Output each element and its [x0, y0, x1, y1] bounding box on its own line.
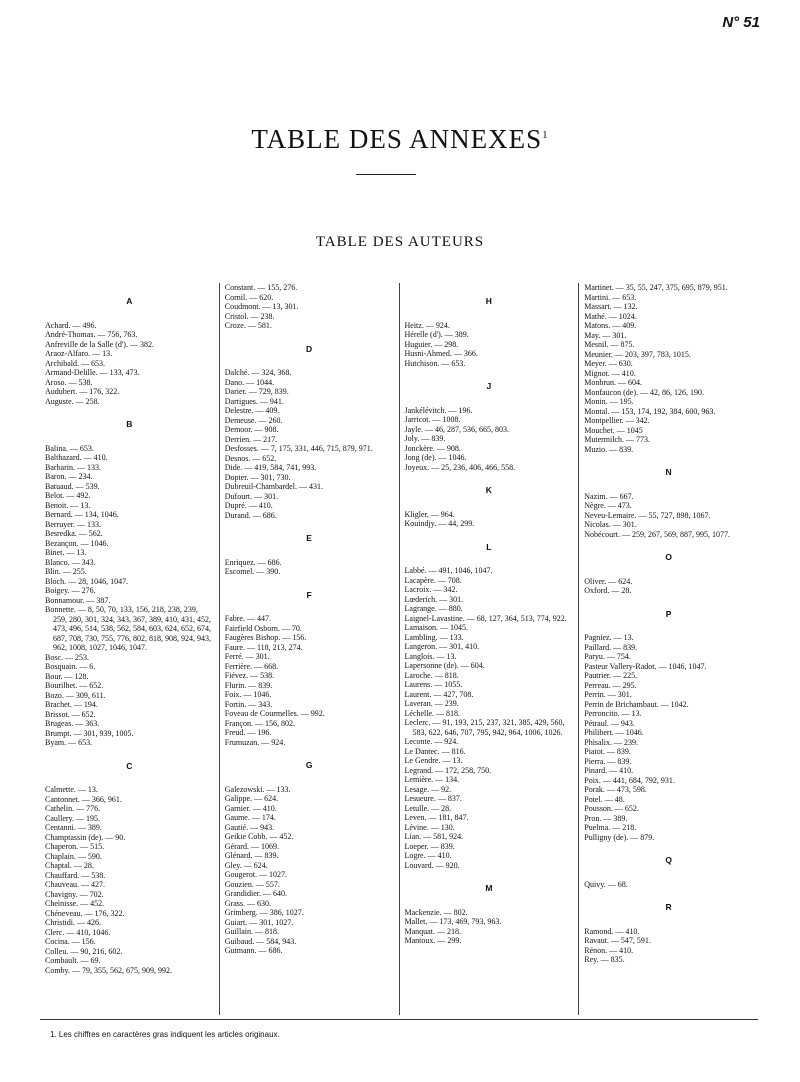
author-entry: Darier. — 729, 839. [224, 387, 289, 396]
author-entry: André-Thomas. — 756, 763. [45, 330, 138, 339]
author-entry: Laignel-Lavastine. — 68, 127, 364, 513, 774, 922. [404, 613, 567, 623]
author-entry: Brugeas. — 363. [45, 719, 100, 728]
author-entry: Mathé. — 1024. [584, 311, 637, 321]
author-entry: Foveau de Courmelles. — 992. [224, 709, 325, 718]
index-columns [40, 283, 758, 1015]
author-entry: Bour. — 128. [45, 671, 89, 681]
section-letter-r: R [665, 902, 672, 912]
author-entry: Laurent. — 427, 708. [404, 689, 474, 699]
author-entry: Jayle. — 46, 287, 536, 665, 803. [404, 424, 509, 434]
author-entry: Lian. — 581, 924. [404, 832, 464, 841]
author-entry: Meyer. — 630. [584, 359, 633, 368]
author-entry: Muzio. — 839. [584, 444, 634, 454]
author-entry: Durand. — 686. [224, 510, 277, 520]
author-entry: Paryu. — 754. [584, 652, 631, 661]
author-entry: Perreau. — 295. [584, 680, 637, 690]
author-entry: Champtassin (de). — 90. [45, 832, 126, 842]
author-entry: Araoz-Alfaro. — 13. [45, 349, 113, 358]
section-letter-m: M [485, 883, 493, 893]
section-subtitle: TABLE DES AUTEURS [315, 234, 485, 250]
author-entry: Geikie Cobb. — 452. [224, 832, 294, 841]
author-entry: Lambling. — 133. [404, 632, 464, 642]
author-entry: Bourilhet. — 652. [45, 681, 104, 690]
section-letter-a: A [126, 296, 133, 306]
author-entry: Lévine. — 130. [404, 822, 455, 832]
author-entry: Guiart. — 301, 1027. [224, 917, 294, 927]
author-entry: Heitz. — 924. [404, 320, 450, 330]
author-entry: Logre. — 410. [404, 851, 452, 860]
author-entry: Lesueure. — 837. [404, 794, 462, 803]
author-entry: Leven. — 181, 847. [404, 813, 469, 822]
author-entry: Paillard. — 839. [584, 642, 638, 652]
author-entry: Lamaison. — 1045. [404, 623, 469, 632]
author-entry: Audubert. — 176, 322. [45, 387, 120, 396]
author-entry: Gougerot. — 1027. [224, 870, 287, 879]
author-entry: Pierra. — 839. [584, 756, 632, 766]
author-entry: Pron. — 389. [584, 813, 628, 823]
author-entry: Joly. — 839. [404, 434, 446, 443]
author-entry: Quivy. — 68. [584, 879, 628, 889]
page-number: N° 51 [722, 14, 760, 31]
author-entry: Combault. — 69. [45, 956, 101, 965]
author-entry: Boigey. — 276. [45, 586, 96, 595]
author-entry: Brumpt. — 301, 939, 1005. [45, 728, 134, 738]
author-entry: Cornil. — 620. [224, 292, 274, 302]
author-entry: Lacroix. — 342. [404, 585, 458, 594]
section-letter-p: P [665, 608, 672, 619]
index-column-1 [40, 283, 219, 1015]
author-entry: Dartigues. — 941. [224, 396, 284, 406]
author-entry: Léchelle. — 818. [404, 708, 461, 718]
author-entry: Phisalix. — 239. [584, 737, 639, 747]
author-entry: Le Dantec. — 816. [404, 746, 466, 756]
author-entry: Louvard. — 920. [404, 860, 460, 870]
author-entry: Lœderich. — 301. [404, 594, 464, 604]
author-entry: Calmette. — 13. [45, 785, 98, 794]
author-entry: Barbarin. — 133. [45, 462, 101, 472]
author-entry: Cathelin. — 776. [45, 804, 101, 813]
author-entry: Mutermilch. — 773. [584, 435, 651, 444]
author-entry: Grass. — 630. [224, 898, 271, 908]
author-entry: Lacapère. — 708. [404, 575, 462, 585]
author-entry: Leclerc. — 91, 193, 215, 237, 321, 385, 429, 560, 583, 622, 646, 707, 795, 942, 964, 1006, 1026. [404, 718, 565, 737]
author-entry: Pulligny (de). — 879. [584, 832, 655, 842]
author-entry: Christidi. — 426. [45, 918, 102, 927]
author-entry: Lapersonne (de). — 604. [404, 661, 485, 670]
author-entry: Montpellier. — 342. [584, 416, 650, 425]
author-entry: Letulle. — 28. [404, 803, 452, 813]
author-entry: Chaptal. — 28. [45, 861, 94, 870]
author-entry: Langlois. — 13. [404, 651, 457, 661]
author-entry: Bonnamour. — 387. [45, 595, 111, 605]
author-entry: Freud. — 196. [224, 728, 272, 737]
author-entry: Dalché. — 324, 368. [224, 368, 292, 377]
author-entry: Delestre. — 409. [224, 406, 280, 415]
author-entry: Centanni. — 389. [45, 823, 102, 832]
author-entry: Potel. — 48. [584, 794, 625, 804]
author-entry: Gley. — 624. [224, 860, 268, 870]
footer-divider [40, 1019, 758, 1020]
author-entry: Loeper. — 839. [404, 841, 455, 851]
author-entry: Gouzien. — 557. [224, 879, 280, 889]
author-entry: Laveran. — 239. [404, 699, 459, 708]
author-entry: Demoor. — 908. [224, 425, 279, 434]
author-entry: Belot. — 492. [45, 491, 91, 500]
author-entry: Perroncito. — 13. [584, 709, 642, 718]
author-entry: Gutmann. — 686. [224, 946, 283, 955]
author-entry: Mouchet. — 1045 [584, 425, 643, 435]
author-entry: Balthazard. — 410. [45, 453, 108, 462]
author-entry: Chauffard. — 538. [45, 870, 106, 880]
author-entry: Mantoux. — 299. [404, 936, 462, 945]
author-entry: Cocina. — 156. [45, 937, 96, 946]
page-title [0, 124, 800, 155]
author-entry: Colleu. — 90, 216, 602. [45, 946, 123, 956]
author-entry: Brachet. — 194. [45, 700, 98, 709]
index-column-4 [578, 283, 758, 1015]
section-letter-e: E [306, 533, 312, 543]
author-entry: Pousson. — 652. [584, 804, 639, 813]
author-entry: Pagniez. — 13. [584, 633, 634, 642]
author-entry: Brissot. — 652. [45, 709, 96, 719]
author-entry: Lesage. — 92. [404, 784, 452, 794]
author-entry: Constant. — 155, 276. [224, 283, 298, 292]
author-entry: Flurin. — 839. [224, 680, 273, 690]
author-entry: Mackenzie. — 802. [404, 907, 468, 917]
author-entry: Achard. — 496. [45, 320, 97, 330]
author-entry: Dufourt. — 301. [224, 491, 279, 501]
author-entry: Joyeux. — 25, 236, 406, 466, 558. [404, 462, 516, 472]
author-entry: Fortin. — 343. [224, 699, 273, 709]
author-entry: Berruyer. — 133. [45, 519, 101, 529]
author-entry: Nicolas. — 301. [584, 520, 637, 529]
author-entry: Demeuse. — 260. [224, 415, 283, 425]
section-letter-h: H [485, 296, 492, 306]
author-entry: Jarricot. — 1008. [404, 415, 461, 424]
author-entry: Ramond. — 410. [584, 926, 640, 936]
author-entry: Mallet. — 173, 469, 793, 963. [404, 917, 502, 926]
author-entry: Leconte. — 924. [404, 737, 459, 746]
author-entry: Bosc. — 253. [45, 652, 89, 662]
author-entry: Le Gendre. — 13. [404, 756, 463, 765]
author-entry: Puelma. — 218. [584, 823, 637, 832]
author-entry: Manquat. — 218. [404, 926, 461, 936]
author-entry: May. — 301. [584, 330, 627, 340]
author-entry: Glénard. — 839. [224, 851, 279, 860]
author-entry: Blanco. — 343. [45, 557, 96, 567]
section-letter-f: F [306, 589, 312, 600]
author-entry: Bernard. — 134, 1046. [45, 510, 119, 519]
section-letter-n: N [665, 467, 672, 477]
author-entry: Husni-Ahmed. — 366. [404, 349, 478, 358]
author-entry: Bonnette. — 8, 50, 70, 133, 156, 218, 238, 239, 259, 280, 301, 324, 343, 367, 389, 410, 431, 452, 473, 496, 514, 538, 562, 584, 603, 624, 652, 674, 687, 708, 730, 755, 776, 802, 818, 908, 924, 943, 962, 1008, 1027, 1046, 1047. [45, 605, 211, 652]
author-entry: Chéneveau. — 176, 322. [45, 908, 125, 918]
author-entry: Oliver. — 624. [584, 576, 633, 586]
author-entry: Hutchison. — 653. [404, 358, 466, 368]
author-entry: Labbé. — 491, 1046, 1047. [404, 566, 493, 575]
author-entry: Matons. — 409. [584, 321, 637, 330]
author-entry: Dubreuil-Chambardel. — 431. [224, 482, 323, 491]
author-entry: Chauveau. — 427. [45, 880, 105, 889]
author-entry: Legrand. — 172, 258, 750. [404, 765, 492, 775]
author-entry: Fiévez. — 538. [224, 671, 275, 680]
author-entry: Nègre. — 473. [584, 501, 632, 510]
author-entry: Dano. — 1044. [224, 377, 275, 387]
author-entry: Huguier. — 298. [404, 339, 459, 349]
author-entry: Porak. — 473, 598. [584, 785, 647, 794]
author-entry: Martini. — 653. [584, 292, 637, 302]
author-entry: Armand-Delille. — 133, 473. [45, 368, 140, 377]
author-entry: Monbrun. — 604. [584, 378, 643, 387]
author-entry: Fairfield Osborn. — 70. [224, 623, 302, 633]
author-entry: Hérelle (d'). — 389. [404, 330, 469, 339]
author-entry: Gautié. — 943. [224, 822, 275, 832]
author-entry: Benoit. — 13. [45, 500, 91, 510]
section-letter-l: L [486, 541, 492, 552]
author-entry: Nazim. — 667. [584, 491, 634, 501]
author-entry: Batuaud. — 539. [45, 481, 100, 491]
author-entry: Balina. — 653. [45, 443, 94, 453]
author-entry: Monin. — 195. [584, 397, 634, 406]
author-entry: Escomel. — 390. [224, 567, 281, 576]
author-entry: Bloch. — 28, 1046, 1047. [45, 576, 129, 586]
author-entry: Pasteur Vallery-Radot. — 1046, 1047. [584, 661, 707, 671]
author-entry: Langeron. — 301, 410. [404, 642, 480, 651]
author-entry: Auguste. — 258. [45, 396, 100, 406]
author-entry: Oxford. — 28. [584, 586, 632, 595]
author-entry: Foix. — 1046. [224, 690, 272, 699]
author-entry: Blin. — 255. [45, 567, 87, 576]
author-entry: Laurens. — 1055. [404, 680, 463, 689]
author-entry: Cheinisse. — 452. [45, 899, 105, 908]
section-letter-k: K [485, 485, 492, 495]
author-entry: Grandidier. — 640. [224, 889, 287, 898]
author-entry: Bezançon. — 1046. [45, 538, 109, 548]
author-entry: Mesnil. — 875. [584, 340, 635, 349]
author-entry: Desfosses. — 7, 175, 331, 446, 715, 879, 971. [224, 444, 373, 453]
author-entry: Perrin. — 301. [584, 690, 632, 699]
author-entry: Pautrier. — 225. [584, 671, 638, 680]
author-entry: Binet. — 13. [45, 548, 87, 557]
author-entry: Perrin de Brichambaut. — 1042. [584, 699, 689, 709]
section-letter-q: Q [665, 855, 672, 865]
title-divider [356, 174, 416, 175]
author-entry: Grimberg. — 386, 1027. [224, 908, 304, 917]
author-entry: Cristol. — 238. [224, 311, 275, 321]
author-entry: Gérard. — 1069. [224, 841, 279, 851]
author-entry: Caullery. — 195. [45, 813, 101, 823]
author-entry: Jankélévitch. — 196. [404, 405, 473, 415]
author-entry: Gaume. — 174. [224, 813, 276, 822]
author-entry: Clerc. — 410, 1046. [45, 927, 111, 937]
author-entry: Monfaucon (de). — 42, 86, 126, 190. [584, 387, 705, 397]
author-entry: Derrien. — 217. [224, 434, 278, 444]
author-entry: Coudmont. — 13, 301. [224, 302, 299, 311]
author-entry: Piatot. — 839. [584, 747, 631, 756]
author-entry: Poix. — 441, 684, 792, 931. [584, 775, 675, 785]
author-entry: Bosquain. — 6. [45, 662, 96, 671]
author-entry: Faugères Bishop. — 156. [224, 633, 307, 642]
author-entry: Galezowski. — 133. [224, 784, 291, 794]
author-entry: Philibert. — 1046. [584, 728, 644, 737]
author-entry: Aroso. — 538. [45, 377, 93, 387]
author-entry: Rénon. — 410. [584, 945, 634, 955]
author-entry: Dupré. — 410. [224, 501, 273, 510]
author-entry: Kligler. — 964. [404, 509, 455, 519]
author-entry: Chaplain. — 590. [45, 851, 102, 861]
author-entry: Guibaud. — 584, 943. [224, 936, 297, 946]
author-entry: Rey. — 835. [584, 955, 625, 964]
author-entry: Bozo. — 309, 611. [45, 690, 106, 700]
author-entry: Meunier. — 203, 397, 783, 1015. [584, 349, 691, 359]
author-entry: Lemière. — 134. [404, 775, 460, 784]
author-entry: Chavigny. — 702. [45, 889, 104, 899]
section-letter-c: C [126, 760, 133, 771]
author-entry: Kouindjy. — 44, 299. [404, 519, 475, 528]
author-entry: Croze. — 581. [224, 321, 272, 330]
author-entry: Massart. — 132. [584, 302, 638, 311]
author-entry: Archibald. — 653. [45, 358, 105, 368]
author-entry: Garnier. — 410. [224, 803, 277, 813]
index-column-3 [399, 283, 579, 1015]
author-entry: Ferrière. — 668. [224, 661, 279, 671]
author-entry: Laroche. — 818. [404, 670, 459, 680]
section-letter-o: O [665, 552, 672, 562]
author-entry: Pinard. — 410. [584, 766, 634, 775]
author-entry: Enriquez. — 686. [224, 557, 282, 567]
author-entry: Anfreville de la Salle (d'). — 382. [45, 339, 154, 349]
author-entry: Lagrange. — 880. [404, 604, 463, 613]
author-entry: Neveu-Lemaire. — 55, 727, 898, 1067. [584, 510, 711, 520]
author-entry: Guillain. — 818. [224, 927, 279, 936]
author-entry: Cantonnet. — 366, 961. [45, 794, 122, 804]
author-entry: Mignot. — 410. [584, 368, 636, 378]
author-entry: Ravaut. — 547, 591. [584, 936, 651, 945]
title-footnote-marker: 1 [542, 129, 549, 141]
author-entry: Chaperon. — 515. [45, 842, 105, 851]
author-entry: Martinet. — 35, 55, 247, 375, 695, 879, 951. [584, 283, 728, 292]
footnote: 1. Les chiffres en caractères gras indiquent les articles originaux. [50, 1030, 280, 1039]
author-entry: Baron. — 234. [45, 472, 93, 481]
author-entry: Galippe. — 624. [224, 794, 279, 803]
section-letter-b: B [126, 419, 133, 429]
author-entry: Ferré. — 301. [224, 652, 270, 661]
author-entry: Desnos. — 652. [224, 453, 277, 463]
author-entry: Pétraul. — 943. [584, 718, 635, 728]
author-entry: Jong (de). — 1046. [404, 453, 467, 462]
section-letter-d: D [306, 343, 313, 354]
title-text: TABLE DES ANNEXES [251, 124, 543, 154]
author-entry: Faure. — 118, 213, 274. [224, 642, 303, 652]
section-letter-j: J [486, 381, 492, 391]
author-entry: Frumuzan. — 924. [224, 737, 286, 747]
author-entry: Fabre. — 447. [224, 614, 271, 623]
author-entry: Nobécourt. — 259, 267, 569, 887, 995, 1077. [584, 529, 731, 539]
section-letter-g: G [305, 760, 313, 770]
author-entry: Dopter. — 301, 730. [224, 472, 291, 482]
author-entry: Byam. — 653. [45, 738, 93, 747]
author-entry: Comby. — 79, 355, 562, 675, 909, 992. [45, 965, 173, 975]
author-entry: Montal. — 153, 174, 192, 384, 600, 963. [584, 406, 716, 416]
author-entry: Françon. — 156, 802. [224, 718, 295, 728]
index-column-2 [219, 283, 399, 1015]
author-entry: Jonckère. — 908. [404, 443, 461, 453]
author-entry: Dide. — 419, 584, 741, 993. [224, 463, 317, 472]
author-entry: Besredka. — 562. [45, 529, 103, 538]
